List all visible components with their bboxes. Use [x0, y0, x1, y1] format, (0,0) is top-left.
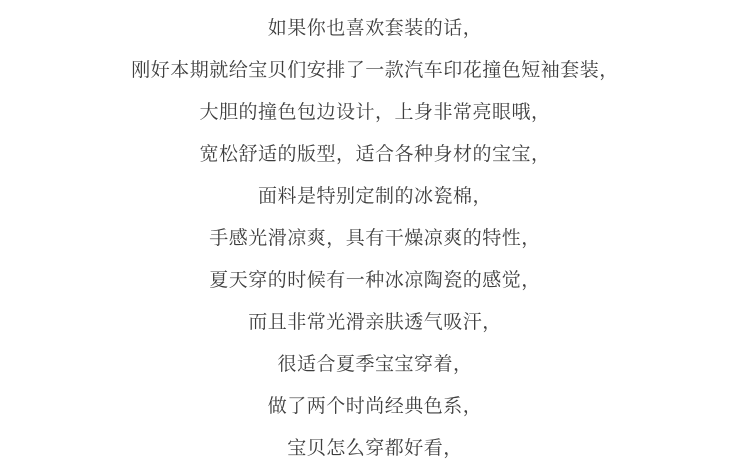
- description-line: 很适合夏季宝宝穿着，: [277, 354, 473, 375]
- description-line: 面料是特别定制的冰瓷棉，: [257, 186, 492, 207]
- description-line: 宝贝怎么穿都好看，: [287, 438, 463, 459]
- description-line: 做了两个时尚经典色系，: [267, 396, 483, 417]
- description-line: 夏天穿的时候有一种冰凉陶瓷的感觉，: [209, 270, 541, 291]
- description-line: 刚好本期就给宝贝们安排了一款汽车印花撞色短袖套装，: [131, 60, 619, 81]
- description-line: 而且非常光滑亲肤透气吸汗，: [248, 312, 502, 333]
- description-line: 大胆的撞色包边设计，上身非常亮眼哦，: [199, 102, 551, 123]
- description-line: 如果你也喜欢套装的话，: [267, 18, 483, 39]
- description-line: 宽松舒适的版型，适合各种身材的宝宝，: [199, 144, 551, 165]
- description-line: 手感光滑凉爽，具有干燥凉爽的特性，: [209, 228, 541, 249]
